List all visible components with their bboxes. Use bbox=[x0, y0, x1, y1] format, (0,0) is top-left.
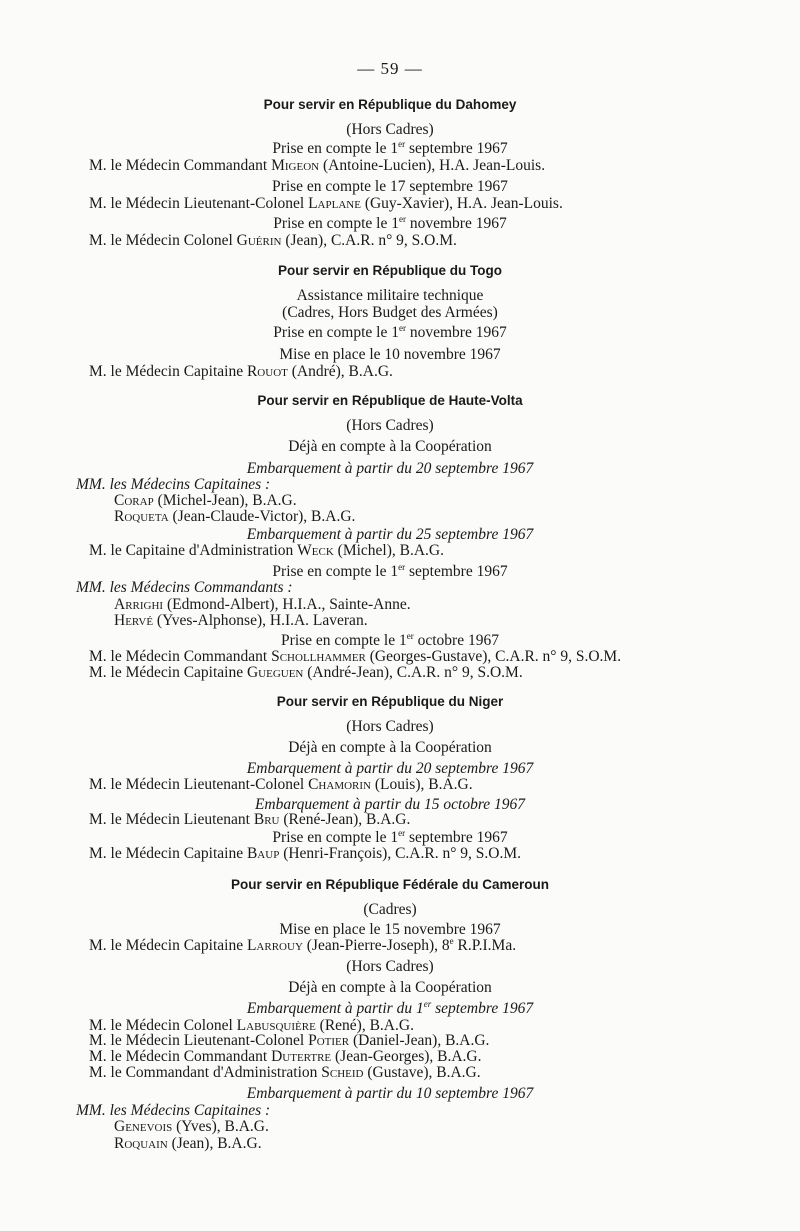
entry-line: M. le Médecin Lieutenant Bru (René-Jean), B.A.G. bbox=[89, 811, 411, 828]
entry-line: M. le Médecin Lieutenant-Colonel Chamorin (Louis), B.A.G. bbox=[89, 776, 473, 793]
entry-line: M. le Médecin Capitaine Larrouy (Jean-Pierre-Joseph), 8e R.P.I.Ma. bbox=[89, 936, 517, 954]
name-line: Roquain (Jean), B.A.G. bbox=[114, 1135, 262, 1152]
sub-text: Assistance militaire technique bbox=[296, 287, 484, 304]
heading-niger: Pour servir en République du Niger bbox=[276, 694, 504, 709]
entry-line: M. le Médecin Capitaine Rouot (André), B.A.G. bbox=[89, 363, 393, 380]
entry-line: M. le Médecin Lieutenant-Colonel Laplane (Guy-Xavier), H.A. Jean-Louis. bbox=[89, 195, 563, 212]
date-line: Prise en compte le 1er septembre 1967 bbox=[272, 562, 508, 580]
date-line: Prise en compte le 1er octobre 1967 bbox=[281, 631, 499, 649]
entry-line: M. le Médecin Lieutenant-Colonel Potier (Daniel-Jean), B.A.G. bbox=[89, 1032, 490, 1049]
embarkation-line: Embarquement à partir du 20 septembre 1967 bbox=[246, 760, 534, 777]
date-line: Prise en compte le 1er septembre 1967 bbox=[272, 828, 508, 846]
sub-text: (Cadres, Hors Budget des Armées) bbox=[282, 304, 498, 321]
embarkation-line: Embarquement à partir du 15 octobre 1967 bbox=[254, 796, 526, 813]
entry-line: M. le Commandant d'Administration Scheid (Gustave), B.A.G. bbox=[89, 1064, 481, 1081]
name-line: Roqueta (Jean-Claude-Victor), B.A.G. bbox=[114, 508, 356, 525]
status-text: (Cadres) bbox=[363, 901, 417, 918]
entry-line: M. le Médecin Commandant Dutertre (Jean-Georges), B.A.G. bbox=[89, 1048, 482, 1065]
name-line: Hervé (Yves-Alphonse), H.I.A. Laveran. bbox=[114, 612, 368, 629]
embarkation-line: Embarquement à partir du 20 septembre 1967 bbox=[246, 460, 534, 477]
group-line: MM. les Médecins Commandants : bbox=[76, 579, 293, 596]
status-text: (Hors Cadres) bbox=[346, 417, 434, 434]
date-line: Mise en place le 10 novembre 1967 bbox=[279, 346, 501, 363]
embarkation-line: Embarquement à partir du 1er septembre 1967 bbox=[246, 999, 534, 1017]
status-text: (Hors Cadres) bbox=[346, 718, 434, 735]
entry-line: M. le Médecin Colonel Guérin (Jean), C.A.R. n° 9, S.O.M. bbox=[89, 232, 457, 249]
heading-dahomey: Pour servir en République du Dahomey bbox=[263, 97, 517, 112]
coop-text: Déjà en compte à la Coopération bbox=[288, 739, 492, 756]
entry-line: M. le Médecin Capitaine Baup (Henri-François), C.A.R. n° 9, S.O.M. bbox=[89, 845, 522, 862]
date-line: Mise en place le 15 novembre 1967 bbox=[279, 921, 501, 938]
entry-line: M. le Médecin Capitaine Gueguen (André-Jean), C.A.R. n° 9, S.O.M. bbox=[89, 664, 523, 681]
date-line: Prise en compte le 17 septembre 1967 bbox=[272, 178, 508, 195]
date-line: Prise en compte le 1er novembre 1967 bbox=[273, 323, 507, 341]
entry-line: M. le Capitaine d'Administration Weck (Michel), B.A.G. bbox=[89, 542, 444, 559]
heading-togo: Pour servir en République du Togo bbox=[277, 263, 502, 278]
name-line: Corap (Michel-Jean), B.A.G. bbox=[114, 492, 297, 509]
entry-line: M. le Médecin Colonel Labusquière (René), B.A.G. bbox=[89, 1017, 414, 1034]
name-line: Arrighi (Edmond-Albert), H.I.A., Sainte-Anne. bbox=[114, 596, 411, 613]
entry-line: M. le Médecin Commandant Schollhammer (Georges-Gustave), C.A.R. n° 9, S.O.M. bbox=[89, 648, 622, 665]
date-line: Prise en compte le 1er novembre 1967 bbox=[273, 214, 507, 232]
page-number: — 59 — bbox=[357, 59, 423, 78]
embarkation-line: Embarquement à partir du 25 septembre 1967 bbox=[246, 526, 534, 543]
date-line: Prise en compte le 1er septembre 1967 bbox=[272, 139, 508, 157]
status-text: (Hors Cadres) bbox=[346, 121, 434, 138]
group-line: MM. les Médecins Capitaines : bbox=[76, 476, 271, 493]
name-line: Genevois (Yves), B.A.G. bbox=[114, 1118, 269, 1135]
entry-line: M. le Médecin Commandant Migeon (Antoine-Lucien), H.A. Jean-Louis. bbox=[89, 157, 546, 174]
status-text: (Hors Cadres) bbox=[346, 958, 434, 975]
coop-text: Déjà en compte à la Coopération bbox=[288, 438, 492, 455]
heading-haute-volta: Pour servir en République de Haute-Volta bbox=[257, 393, 523, 408]
heading-cameroun: Pour servir en République Fédérale du Cameroun bbox=[230, 877, 550, 892]
group-line: MM. les Médecins Capitaines : bbox=[76, 1102, 271, 1119]
coop-text: Déjà en compte à la Coopération bbox=[288, 979, 492, 996]
embarkation-line: Embarquement à partir du 10 septembre 1967 bbox=[246, 1085, 534, 1102]
